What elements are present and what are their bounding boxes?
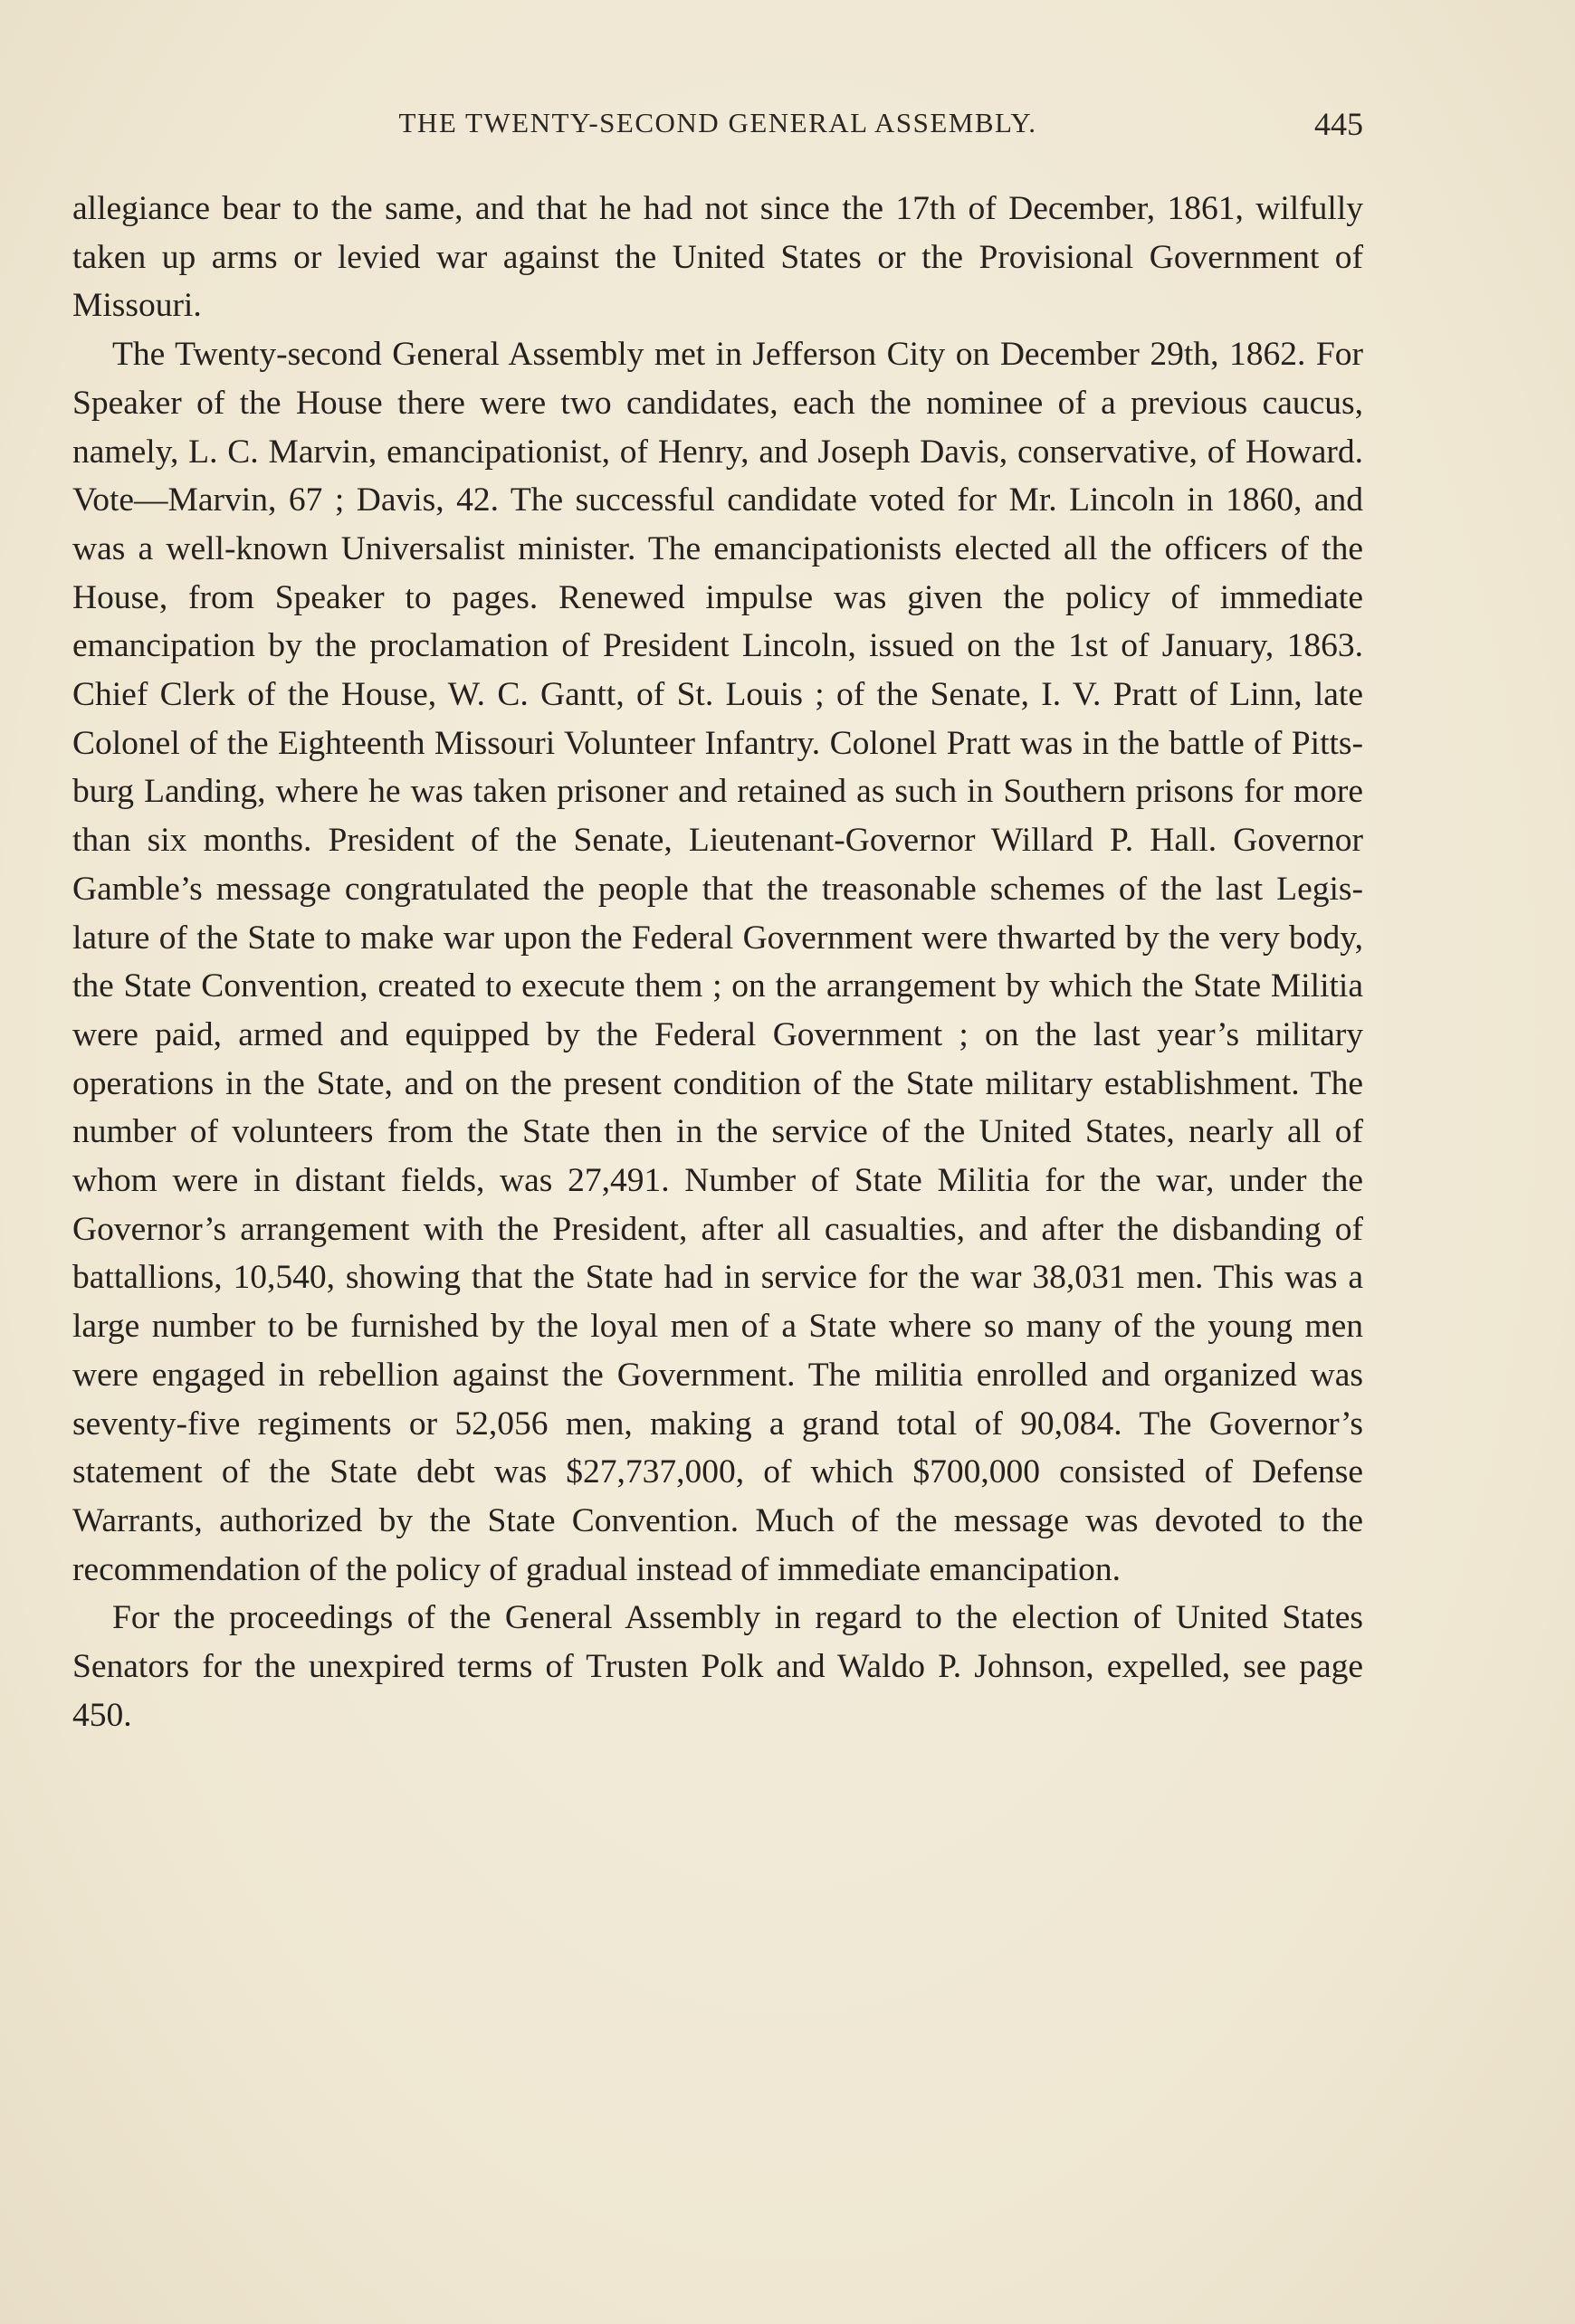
paragraph-senators: For the proceedings of the General Assembly in regard to the election of United States Senators for the unexpired terms of Trusten Polk and Waldo P. Johnson, expelled, see page 450. — [72, 1599, 1363, 1734]
page-number: 445 — [1314, 106, 1363, 142]
body-text — [72, 185, 1363, 1740]
running-title: THE TWENTY-SECOND GENERAL ASSEMBLY. — [398, 107, 1037, 138]
page-header — [72, 107, 1363, 152]
paragraph-continued: allegiance bear to the same, and that he had not since the 17th of December, 1861, wilfully taken up arms or levied war against the United States or the Provisional Government of Missouri. — [72, 190, 1363, 325]
paragraph-assembly: The Twenty-second General Assembly met in Jefferson City on December 29th, 1862. For Speaker of the House there were two candidates, each the nominee of a previous caucus, namely, L. C. Marvin, emancipationist, of Henry, and Joseph Davis, conservative, of Howard. Vote—Marvin, 67 ; Davis, 42. The successful candidate voted for Mr. Lincoln in 1860, and was a well-known Universalist minister. The emancipationists elected all the officers of the House, from Speaker to pages. Renewed impulse was given the policy of immediate emancipation by the proclamation of President Lincoln, issued on the 1st of January, 1863. Chief Clerk of the House, W. C. Gantt, of St. Louis ; of the Senate, I. V. Pratt of Linn, late Colonel of the Eighteenth Missouri Volunteer Infantry. Colonel Pratt was in the battle of Pittsburg Landing, where he was taken prisoner and retained as such in Southern prisons for more than six months. President of the Senate, Lieutenant-Governor Willard P. Hall. Governor Gamble’s message congratulated the people that the treasonable schemes of the last Legislature of the State to make war upon the Federal Government were thwarted by the very body, the State Convention, created to execute them ; on the arrangement by which the State Militia were paid, armed and equipped by the Federal Government ; on the last year’s military operations in the State, and on the present condition of the State military establishment. The number of volunteers from the State then in the service of the United States, nearly all of whom were in distant fields, was 27,491. Number of State Militia for the war, under the Governor’s arrangement with the President, after all casualties, and after the disbanding of battallions, 10,540, showing that the State had in service for the war 38,031 men. This was a large number to be furnished by the loyal men of a State where so many of the young men were engaged in rebellion against the Government. The militia enrolled and organized was seventy-five regiments or 52,056 men, making a grand total of 90,084. The Governor’s statement of the State debt was $27,737,000, of which $700,000 consisted of Defense Warrants, authorized by the State Convention. Much of the message was devoted to the recommendation of the policy of gradual instead of immediate emancipation. — [72, 336, 1363, 1588]
